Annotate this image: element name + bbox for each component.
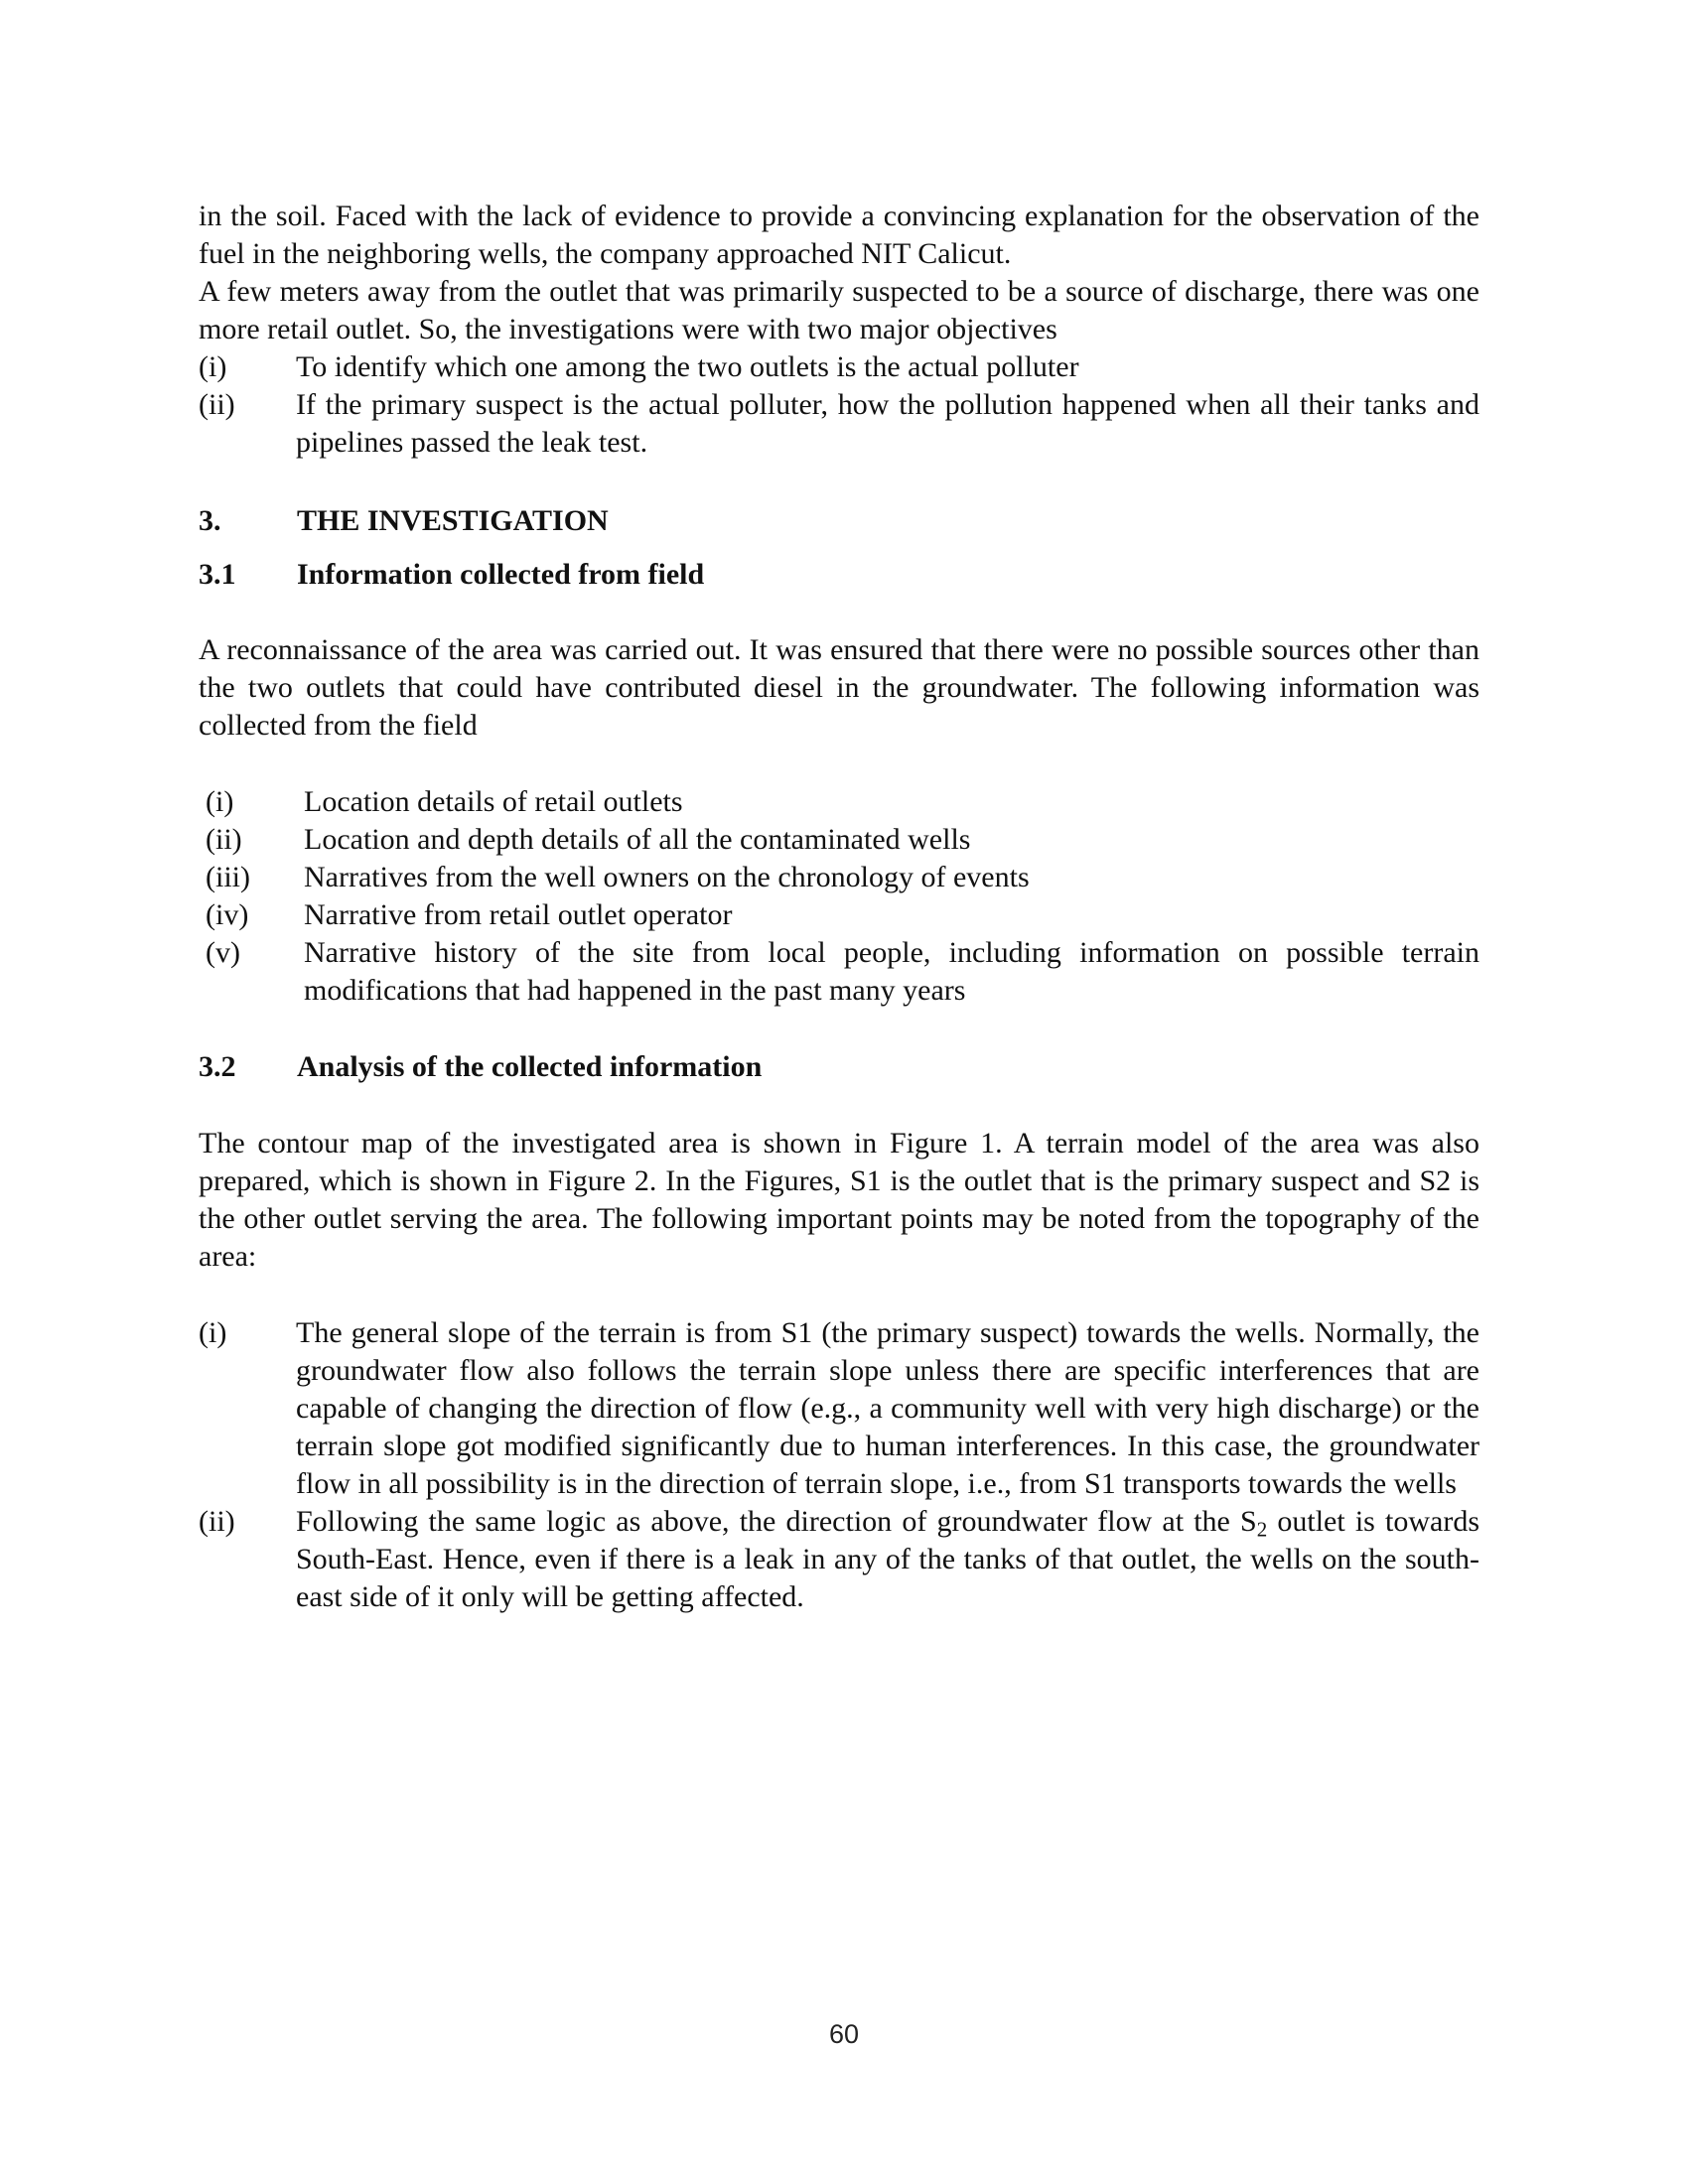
list-item-text: Narrative history of the site from local people, including information on possible terrain modifications that had happened in the past many years (304, 936, 1479, 1007)
objective-number: (i) (199, 350, 227, 383)
objective-text: To identify which one among the two outlets is the actual polluter (296, 350, 1079, 383)
subsection-title: Analysis of the collected information (297, 1050, 763, 1083)
subsection-heading (199, 556, 1479, 594)
intro-paragraph-2: A few meters away from the outlet that was primarily suspected to be a source of discharge, there was one more retail outlet. So, the investigations were with two major objectives (199, 275, 1479, 345)
list-item-text: The general slope of the terrain is from S1 (the primary suspect) towards the wells. Normally, the groundwater flow also follows the terrain slope unless there are specific interferences that are capable of changing the direction of flow (e.g., a community well with very high discharge) or the terrain slope got modified significantly due to human interferences. In this case, the groundwater flow in all possibility is in the direction of terrain slope, i.e., from S1 transports towards the wells (296, 1316, 1479, 1500)
list-item (206, 783, 1479, 821)
list-item-number: (ii) (206, 823, 242, 856)
text-segment: Following the same logic as above, the direction of groundwater flow at the S (296, 1505, 1257, 1538)
subsection-title: Information collected from field (297, 558, 705, 591)
list-item-text: Narratives from the well owners on the chronology of events (304, 861, 1030, 893)
list-item-number: (ii) (199, 1505, 235, 1538)
list-item-number: (iii) (206, 861, 250, 893)
subsection-number: 3.2 (199, 1050, 236, 1083)
intro-paragraph-1: in the soil. Faced with the lack of evidence to provide a convincing explanation for the observation of the fuel in the neighboring wells, the company approached NIT Calicut. (199, 200, 1479, 270)
list-item (199, 1503, 1479, 1616)
objective-number: (ii) (199, 388, 235, 421)
list-item (206, 821, 1479, 859)
intro-section (199, 198, 1479, 462)
section-heading (199, 502, 1479, 540)
topography-points-list (199, 1314, 1479, 1616)
subsection-heading (199, 1048, 1479, 1086)
section-3-2-body (199, 1125, 1479, 1276)
section-3-2-paragraph: The contour map of the investigated area is shown in Figure 1. A terrain model of the area was also prepared, which is shown in Figure 2. In the Figures, S1 is the outlet that is the primary suspect and S2 is the other outlet serving the area. The following important points may be noted from the topography of the area: (199, 1127, 1479, 1273)
list-item-number: (iv) (206, 898, 249, 931)
section-title: THE INVESTIGATION (297, 504, 609, 537)
list-item-number: (v) (206, 936, 240, 969)
list-item-text: Location details of retail outlets (304, 785, 683, 818)
list-item (206, 934, 1479, 1010)
objective-text: If the primary suspect is the actual polluter, how the pollution happened when all their tanks and pipelines passed the leak test. (296, 388, 1479, 459)
list-item-text (296, 1503, 1479, 1616)
list-item-number: (i) (206, 785, 234, 818)
objective-item (199, 386, 1479, 462)
list-item (206, 859, 1479, 896)
page-number: 60 (828, 2019, 860, 2049)
objective-item (199, 348, 1479, 386)
section-number: 3. (199, 504, 221, 537)
subsection-number: 3.1 (199, 558, 236, 591)
section-3-1-body (199, 631, 1479, 745)
list-item (199, 1314, 1479, 1503)
list-item-text: Narrative from retail outlet operator (304, 898, 733, 931)
subscript: 2 (1256, 1517, 1268, 1542)
list-item-text: Location and depth details of all the contaminated wells (304, 823, 971, 856)
text-segment: outlet is towards South-East. Hence, even if there is a leak in any of the tanks of that outlet, the wells on the south-east side of it only will be getting affected. (296, 1505, 1479, 1613)
list-item-number: (i) (199, 1316, 227, 1349)
field-information-list (206, 783, 1479, 1010)
list-item (206, 896, 1479, 934)
section-3-1-paragraph: A reconnaissance of the area was carried out. It was ensured that there were no possible sources other than the two outlets that could have contributed diesel in the groundwater. The following information was collected from the field (199, 633, 1479, 742)
